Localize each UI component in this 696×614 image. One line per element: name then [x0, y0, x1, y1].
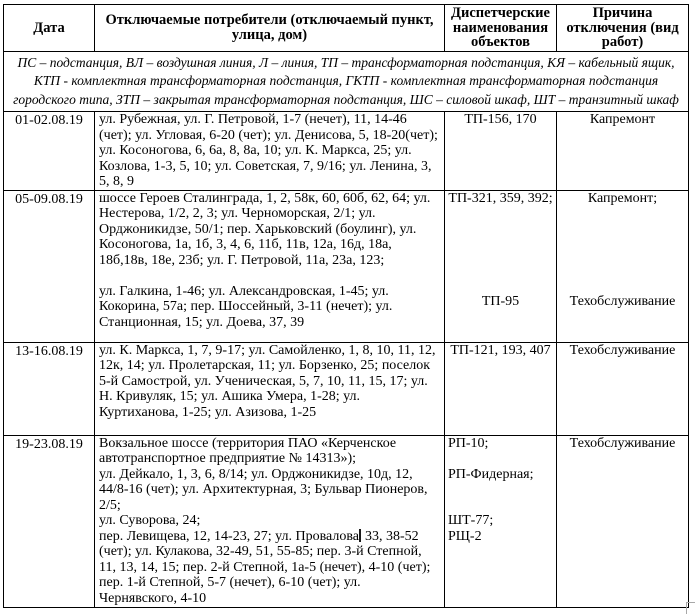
header-consumers: Отключаемые потребители (отключаемый пункт, улица, дом) [95, 5, 445, 52]
abbreviation-legend[interactable] [4, 51, 689, 112]
consumers-paragraph[interactable]: ул. Суворова, 24; [99, 513, 201, 528]
object-name[interactable]: ТП-95 [481, 294, 520, 309]
reason-text[interactable]: Капремонт [589, 112, 656, 127]
consumers-paragraph[interactable]: шоссе Героев Сталинграда, 1, 2, 58к, 60, 60б, 62, 64; ул. Нестерова, 1/2, 2, 3; ул. Черноморская, 2/1; ул. Орджоникидзе, 50/1; пер. Харьковский (боулинг), ул. Косоногова, 1а, 1б, 3, 4, 6, 11б, 11в, 12а, 16д, 18а, 18б,18в, 18е, 23б; ул. Г. Петровой, 11а, 23а, 123; [99, 190, 431, 268]
table-row [4, 112, 689, 191]
consumers-cell[interactable] [95, 342, 445, 435]
object-name[interactable]: ТП-321, 359, 392; [448, 190, 553, 206]
reason-cell[interactable] [557, 112, 689, 191]
legend-line: ПС – подстанция, ВЛ – воздушная линия, Л – линия, ТП – трансформаторная подстанция, КЯ – кабельный ящик, [17, 54, 675, 70]
table-resize-handle[interactable] [686, 602, 695, 614]
table-row [4, 190, 689, 342]
object-name[interactable]: РЩ-2 [448, 528, 482, 544]
reason-text[interactable]: Капремонт; [587, 190, 658, 206]
reason-text[interactable]: Техобслуживание [569, 294, 676, 309]
consumers-paragraph[interactable]: ул. Рубежная, ул. Г. Петровой, 1-7 (нечет), 11, 14-46 (чет); ул. Угловая, 6-20 (чет); ул. Денисова, 5, 18-20(чет); ул. Косоногова, 6, 6а, 8, 8а, 10; ул. К. Маркса, 25; ул. Козлова, 1-3, 5, 10; ул. Советская, 7, 9/16; ул. Ленина, 3, 5, 8, 9 [99, 112, 438, 189]
reason-text[interactable]: Техобслуживание [569, 435, 676, 451]
reason-cell[interactable] [557, 342, 689, 435]
reason-text[interactable]: Техобслуживание [569, 342, 676, 358]
consumers-cell[interactable] [95, 112, 445, 191]
header-reason: Причина отключения (вид работ) [557, 5, 689, 52]
header-objects: Диспетчерские наименования объектов [445, 5, 557, 52]
object-name[interactable]: ТП-156, 170 [464, 112, 537, 127]
objects-cell[interactable] [445, 435, 557, 607]
object-name[interactable]: РП-Фидерная; [448, 466, 534, 482]
legend-line: КТП - комплектная трансформаторная подстанция, ГКТП - комплектная трансформаторная подстанция [33, 73, 659, 88]
table-row [4, 435, 689, 607]
reason-cell[interactable] [557, 190, 689, 342]
object-name[interactable]: ТП-121, 193, 407 [450, 342, 551, 358]
consumers-paragraph[interactable] [99, 529, 441, 607]
header-date: Дата [4, 5, 95, 52]
table-row [4, 342, 689, 435]
legend-line: городского типа, ЗТП – закрытая трансформаторная подстанция, ШС – силовой шкаф, ШТ – транзитный шкаф [13, 91, 679, 107]
objects-cell[interactable] [445, 112, 557, 191]
consumers-cell[interactable] [95, 190, 445, 342]
consumers-text-after-cursor: 33, 38-52 (чет); ул. Кулакова, 32-49, 51, 55-85; пер. 3-й Степной, 11, 13, 14, 15; пер. 2-й Степной, 1а-5 (нечет), 4-10 (чет); пер. 1-й Степной, 5-7 (нечет), 6-10 (чет); ул. Чернявского, 4-10 [99, 528, 431, 606]
date-cell[interactable]: 13-16.08.19 [4, 342, 95, 435]
objects-cell[interactable] [445, 342, 557, 435]
table-header-row [4, 5, 689, 52]
date-cell[interactable]: 01-02.08.19 [4, 112, 95, 191]
abbreviation-legend-row [4, 51, 689, 112]
consumers-cell[interactable] [95, 435, 445, 607]
object-name[interactable]: РП-10; [448, 435, 489, 451]
reason-cell[interactable] [557, 435, 689, 607]
consumers-paragraph[interactable]: Вокзальное шоссе (территория ПАО «Керченское автотранспортное предприятие № 14313»); [99, 435, 397, 466]
outage-schedule-table[interactable] [3, 4, 689, 608]
object-name[interactable]: ШТ-77; [448, 513, 494, 528]
consumers-paragraph[interactable]: ул. Галкина, 1-46; ул. Александровская, 1-45; ул. Кокорина, 57а; пер. Шоссейный, 3-11 (нечет); ул. Станционная, 15; ул. Доева, 37, 39 [99, 283, 393, 330]
consumers-paragraph[interactable]: ул. Дейкало, 1, 3, 6, 8/14; ул. Орджоникидзе, 10д, 12, 44/8-16 (чет); ул. Архитектурная, 3; Бульвар Пионеров, 2/5; [99, 466, 428, 513]
date-cell[interactable]: 19-23.08.19 [4, 435, 95, 607]
objects-cell[interactable] [445, 190, 557, 342]
consumers-paragraph[interactable]: ул. К. Маркса, 1, 7, 9-17; ул. Самойленко, 1, 8, 10, 11, 12, 12к, 14; ул. Пролетарская, 11; ул. Борзенко, 25; поселок 5-й Самострой, ул. Ученическая, 5, 7, 10, 11, 15, 17; ул. Н. Кривуляк, 15; ул. Ашика Умера, 1-28; ул. Куртиханова, 1-25; ул. Азизова, 1-25 [99, 342, 436, 420]
consumers-text-before-cursor: пер. Левищева, 12, 14-23, 27; ул. Провалова [99, 528, 359, 544]
date-cell[interactable]: 05-09.08.19 [4, 190, 95, 342]
